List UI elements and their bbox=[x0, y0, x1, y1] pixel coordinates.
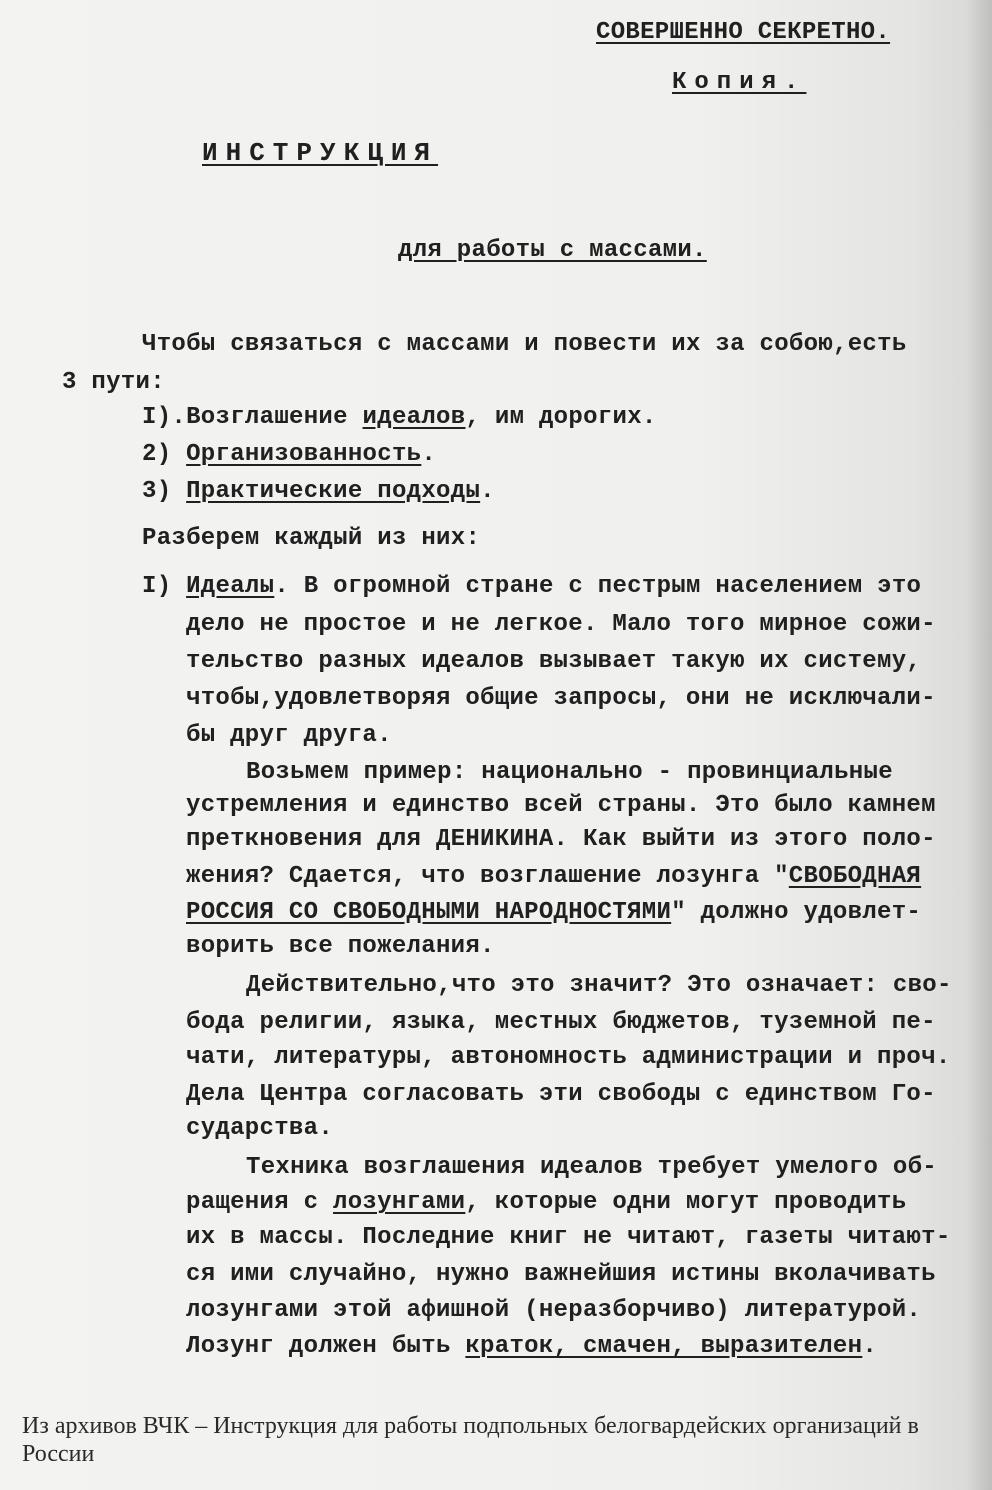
slogans-word: лозунгами bbox=[333, 1189, 466, 1216]
para2-line-6: ворить все пожелания. bbox=[186, 933, 495, 960]
review-line: Разберем каждый из них: bbox=[142, 525, 481, 552]
slogan-part-2: РОССИЯ СО СВОБОДНЫМИ НАРОДНОСТЯМИ bbox=[186, 899, 672, 926]
para2-line-5-text: " должно удовлет- bbox=[671, 899, 922, 926]
way-underlined: Практические подходы bbox=[186, 478, 481, 505]
section1-line-1 bbox=[142, 572, 921, 602]
way-underlined: Организованность bbox=[186, 441, 422, 468]
archive-caption: Из архивов ВЧК – Инструкция для работы подпольных белогвардейских организаций в России bbox=[22, 1413, 919, 1467]
para4-line-2-rest: , которые одни могут проводить bbox=[465, 1189, 907, 1216]
para4-line-3: их в массы. Последние книг не читают, газеты читают- bbox=[186, 1224, 951, 1251]
para3-line-5: сударства. bbox=[186, 1115, 334, 1142]
way-text: Возглашение bbox=[186, 404, 363, 431]
way-text-after: . bbox=[480, 478, 495, 505]
slogan-part-1: СВОБОДНАЯ bbox=[788, 863, 922, 890]
way-item-2 bbox=[142, 440, 436, 470]
way-number: I). bbox=[142, 404, 187, 431]
classification-stamp: СОВЕРШЕННО СЕКРЕТНО. bbox=[596, 19, 891, 46]
para2-line-2: устремления и единство всей страны. Это было камнем bbox=[186, 792, 936, 819]
para3-line-1: Действительно,что это значит? Это означает: сво- bbox=[246, 972, 952, 999]
para4-line-4: ся ими случайно, нужно важнейшия истины вколачивать bbox=[186, 1261, 936, 1288]
intro-line-2: 3 пути: bbox=[62, 369, 165, 396]
way-text-after: . bbox=[421, 441, 437, 468]
para4-line-2-text: ращения с bbox=[186, 1189, 334, 1216]
page-edge-shadow bbox=[966, 0, 992, 1490]
para4-line-2 bbox=[186, 1188, 906, 1218]
section-lead-rest: . В огромной стране с пестрым населением это bbox=[274, 573, 922, 600]
document-subtitle: для работы с массами. bbox=[398, 237, 707, 264]
section1-line-3: тельство разных идеалов вызывает такую их систему, bbox=[186, 648, 922, 675]
document-title: ИНСТРУКЦИЯ bbox=[202, 138, 439, 168]
section1-line-5: бы друг друга. bbox=[186, 722, 392, 749]
slogan-qualities: краток, смачен, выразителен bbox=[465, 1333, 863, 1360]
para3-line-3: чати, литературы, автономность администрации и проч. bbox=[186, 1044, 951, 1071]
way-number: 2) bbox=[142, 441, 172, 468]
para4-line-6 bbox=[186, 1332, 877, 1362]
section1-line-4: чтобы,удовлетворяя общие запросы, они не исключали- bbox=[186, 685, 936, 712]
section1-line-2: дело не простое и не легкое. Мало того мирное сожи- bbox=[186, 611, 936, 638]
section-lead: Идеалы bbox=[186, 573, 275, 600]
copy-label: Копия. bbox=[672, 69, 807, 96]
para3-line-4: Дела Центра согласовать эти свободы с единством Го- bbox=[186, 1081, 936, 1108]
para4-line-6-text: Лозунг должен быть bbox=[186, 1333, 466, 1360]
way-item-3 bbox=[142, 477, 495, 507]
para3-line-2: бода религии, языка, местных бюджетов, туземной пе- bbox=[186, 1009, 936, 1036]
para2-line-4 bbox=[186, 862, 921, 892]
para2-line-4-text: жения? Сдается, что возглашение лозунга " bbox=[186, 863, 789, 890]
para2-line-5 bbox=[186, 898, 921, 928]
way-number: 3) bbox=[142, 478, 172, 505]
para4-line-5: лозунгами этой афишной (неразборчиво) литературой. bbox=[186, 1297, 922, 1324]
para2-line-1: Возьмем пример: национально - провинциальные bbox=[246, 759, 893, 786]
way-underlined: идеалов bbox=[362, 404, 466, 431]
para4-line-6-end: . bbox=[862, 1333, 878, 1360]
way-item-1 bbox=[142, 403, 657, 433]
para4-line-1: Техника возглашения идеалов требует умелого об- bbox=[246, 1154, 938, 1181]
para2-line-3: преткновения для ДЕНИКИНА. Как выйти из этого поло- bbox=[186, 826, 936, 853]
intro-line-1: Чтобы связаться с массами и повести их за собою,есть bbox=[142, 331, 907, 358]
section-number: I) bbox=[142, 573, 172, 600]
way-text-after: , им дорогих. bbox=[465, 404, 657, 431]
